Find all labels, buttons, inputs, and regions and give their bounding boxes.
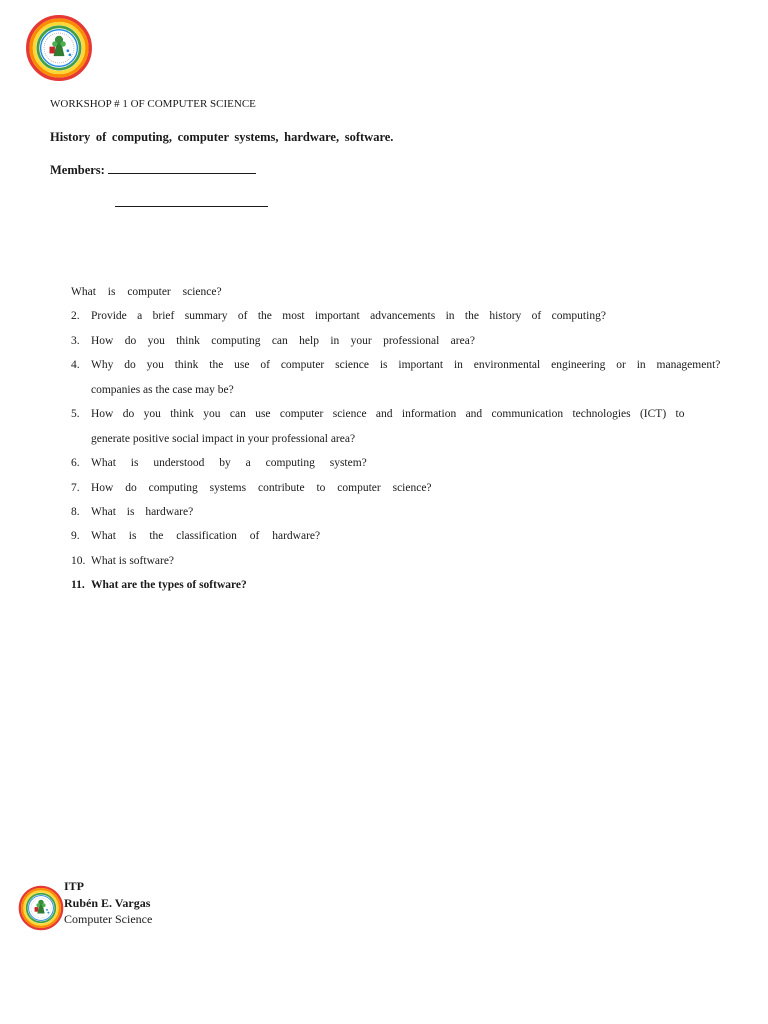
footer-author: Rubén E. Vargas bbox=[64, 896, 151, 910]
question-text: What is understood by a computing system? bbox=[91, 457, 367, 469]
question-text: How do you think computing can help in your professional area? bbox=[91, 335, 475, 347]
question-text: What are the types of software? bbox=[91, 579, 247, 591]
institution-logo-icon bbox=[25, 14, 93, 82]
question-text: What is hardware? bbox=[91, 506, 194, 518]
question-item bbox=[71, 506, 193, 518]
question-text: What is the classification of hardware? bbox=[91, 530, 321, 542]
question-number: 9. bbox=[71, 530, 80, 542]
question-number: 2. bbox=[71, 310, 80, 322]
question-number: 5. bbox=[71, 408, 80, 420]
footer-subject: Computer Science bbox=[64, 912, 153, 926]
members-blank-line bbox=[108, 161, 256, 174]
question-number: 8. bbox=[71, 506, 80, 518]
question-text: How do you think you can use computer science and information and communication technologies (ICT) to bbox=[91, 408, 685, 420]
members-field bbox=[50, 161, 256, 178]
workshop-title: WORKSHOP # 1 OF COMPUTER SCIENCE bbox=[50, 98, 256, 110]
question-text: What is software? bbox=[91, 555, 175, 567]
question-item bbox=[71, 286, 222, 298]
question-item bbox=[71, 335, 475, 347]
question-item bbox=[71, 359, 720, 371]
subject-heading: History of computing, computer systems, hardware, software. bbox=[50, 130, 394, 144]
institution-logo-icon bbox=[18, 885, 64, 931]
question-text: Provide a brief summary of the most important advancements in the history of computing? bbox=[91, 310, 606, 322]
members-label: Members: bbox=[50, 163, 105, 177]
question-item bbox=[71, 310, 606, 322]
question-text: How do computing systems contribute to computer science? bbox=[91, 482, 432, 494]
members-blank-line-2 bbox=[115, 194, 268, 207]
footer-institution: ITP bbox=[64, 879, 85, 893]
question-item bbox=[71, 482, 432, 494]
question-number: 4. bbox=[71, 359, 80, 371]
question-item bbox=[71, 530, 320, 542]
question-text: Why do you think the use of computer science is important in environmental engineering or in management? bbox=[91, 359, 721, 371]
question-continuation: generate positive social impact in your professional area? bbox=[91, 433, 356, 445]
question-item bbox=[71, 579, 247, 591]
question-item bbox=[71, 457, 367, 469]
question-number: 10. bbox=[71, 555, 86, 567]
question-continuation: companies as the case may be? bbox=[91, 384, 234, 396]
question-number: 7. bbox=[71, 482, 80, 494]
question-item bbox=[71, 408, 684, 420]
question-text: What is computer science? bbox=[71, 286, 222, 298]
question-item bbox=[71, 555, 174, 567]
question-number: 6. bbox=[71, 457, 80, 469]
question-number: 3. bbox=[71, 335, 80, 347]
question-number: 11. bbox=[71, 579, 85, 591]
